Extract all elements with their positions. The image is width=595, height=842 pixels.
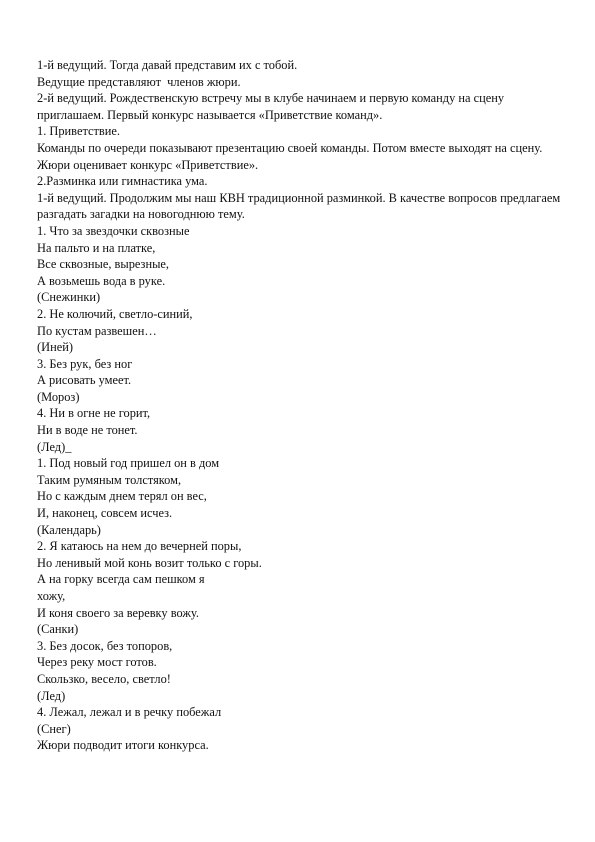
text-line: А рисовать умеет. — [37, 373, 132, 388]
document-body — [37, 57, 562, 754]
text-line: Но с каждым днем терял он вес, — [37, 489, 207, 504]
text-line: 3. Без рук, без ног — [37, 356, 133, 371]
text-line: Жюри оценивает конкурс «Приветствие». — [37, 157, 259, 172]
text-line: 2.Разминка или гимнастика ума. — [37, 174, 208, 189]
text-line: (Мороз) — [37, 389, 80, 404]
text-line: А возьмешь вода в руке. — [37, 273, 166, 288]
text-line: (Санки) — [37, 622, 79, 637]
text-line: По кустам развешен… — [37, 323, 157, 338]
text-line: хожу, — [37, 589, 66, 603]
text-line: (Лед) — [37, 688, 66, 703]
text-line: 2. Я катаюсь на нем до вечерней поры, — [37, 539, 242, 554]
text-line: (Снежинки) — [37, 290, 101, 305]
text-line: 1-й ведущий. Продолжим мы наш КВН традиционной разминкой. В качестве вопросов предлагаем разгадать загадки на новогоднюю тему. — [37, 190, 564, 222]
text-line: 3. Без досок, без топоров, — [37, 638, 173, 653]
text-line: (Лед)_ — [37, 439, 72, 454]
text-line: 1-й ведущий. Тогда давай представим их с тобой. — [37, 58, 298, 72]
text-line: 2. Не колючий, светло-синий, — [37, 306, 193, 321]
text-line: На пальто и на платке, — [37, 240, 156, 255]
text-line: Через реку мост готов. — [37, 655, 157, 670]
text-line: 2-й ведущий. Рождественскую встречу мы в клубе начинаем и первую команду на сцену приглашаем. Первый конкурс называется «Приветствие команд». — [37, 91, 508, 122]
text-line: А на горку всегда сам пешком я — [37, 572, 205, 587]
text-line: (Иней) — [37, 340, 73, 355]
text-line: Ведущие представляют членов жюри. — [37, 74, 241, 89]
text-line: 1. Что за звездочки сквозные — [37, 223, 190, 238]
text-line: Таким румяным толстяком, — [37, 472, 182, 487]
text-line: 4. Лежал, лежал и в речку побежал — [37, 705, 222, 720]
text-line: 1. Приветствие. — [37, 124, 121, 139]
text-line: (Снег) — [37, 721, 71, 736]
text-line: Скользко, весело, светло! — [37, 671, 171, 686]
text-line: Жюри подводит итоги конкурса. — [37, 738, 209, 753]
text-line: Но ленивый мой конь возит только с горы. — [37, 555, 262, 570]
text-line: Все сквозные, вырезные, — [37, 257, 170, 272]
text-line: 4. Ни в огне не горит, — [37, 406, 151, 421]
text-line: И, наконец, совсем исчез. — [37, 506, 173, 521]
text-line: Ни в воде не тонет. — [37, 423, 138, 438]
text-line: (Календарь) — [37, 522, 101, 537]
text-line: 1. Под новый год пришел он в дом — [37, 456, 220, 471]
text-line: И коня своего за веревку вожу. — [37, 605, 199, 620]
text-line: Команды по очереди показывают презентацию своей команды. Потом вместе выходят на сцену. — [37, 140, 543, 155]
